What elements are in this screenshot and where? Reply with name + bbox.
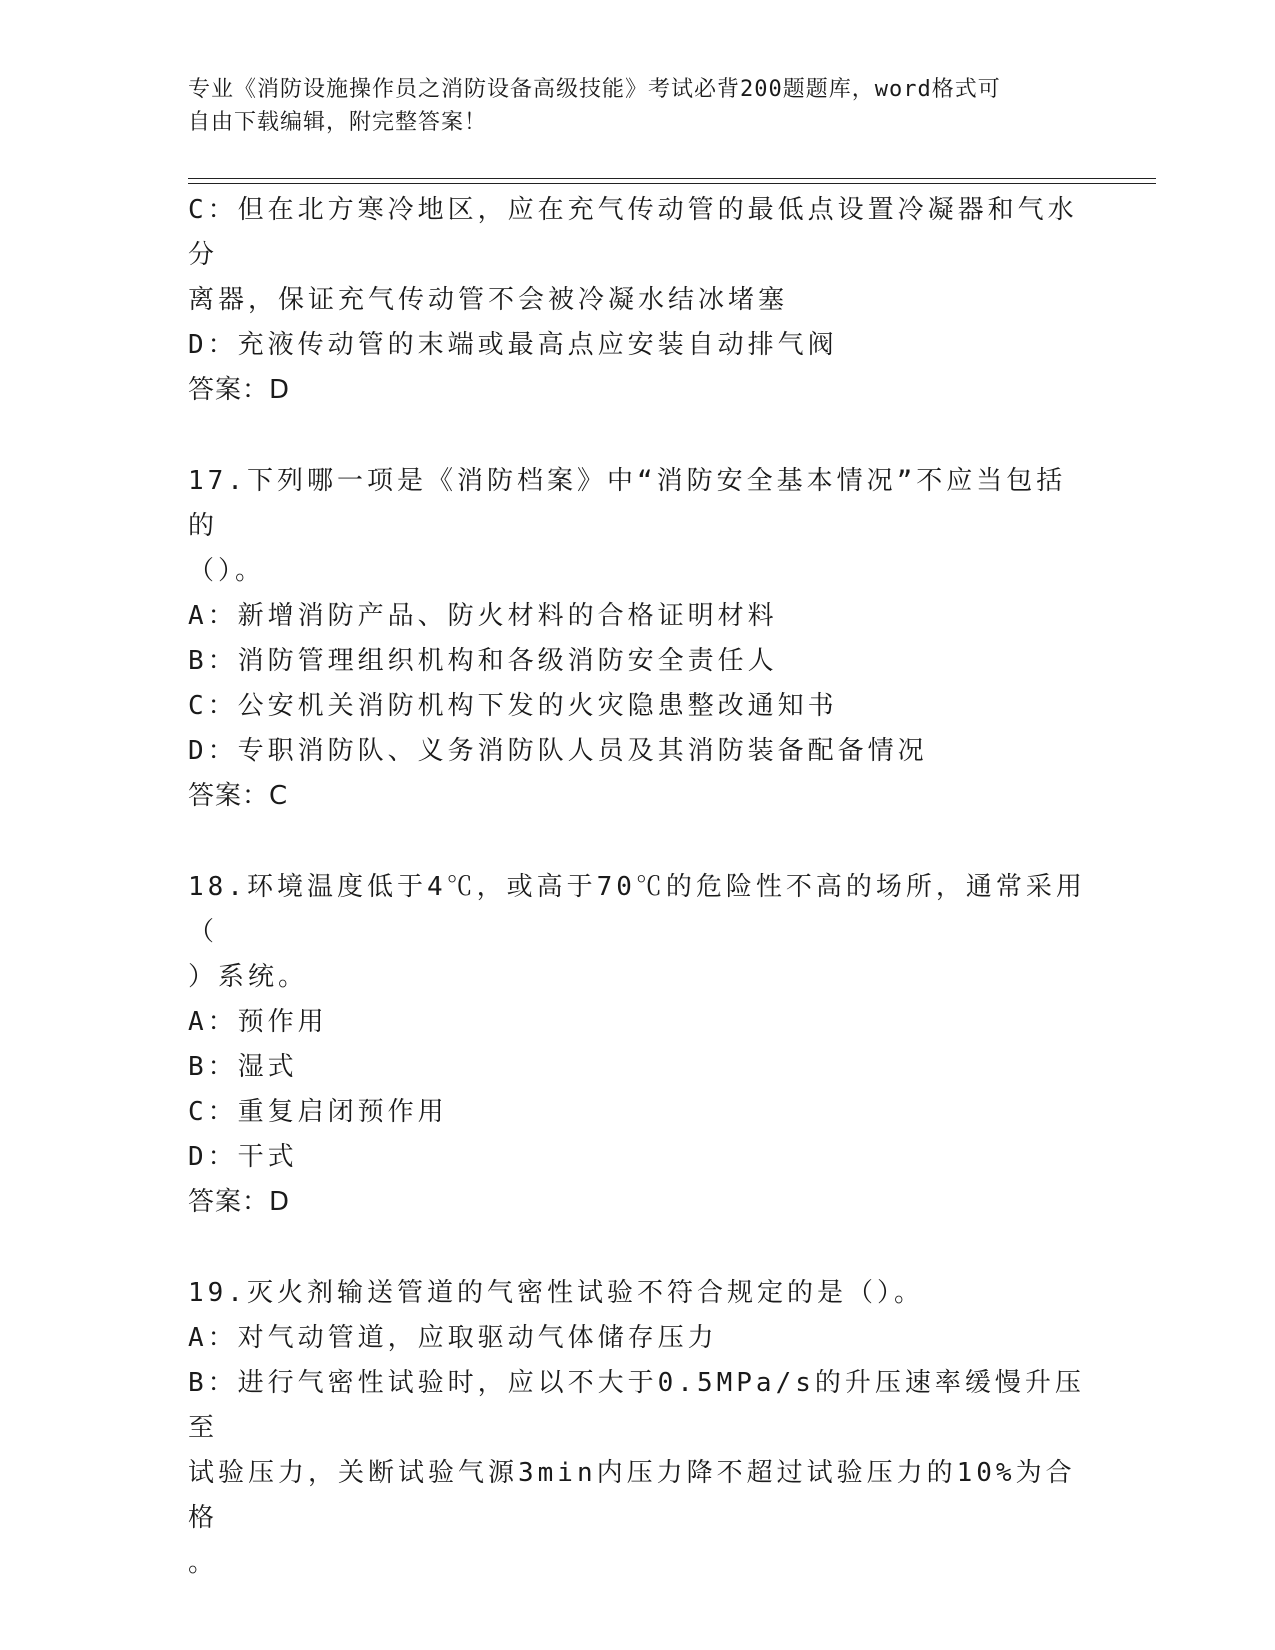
option-c-line-1: C：但在北方寒冷地区，应在充气传动管的最低点设置冷凝器和气水分	[188, 195, 1078, 270]
answer: 答案：D	[188, 1187, 291, 1217]
question-19	[188, 1271, 1088, 1586]
option-a: A：新增消防产品、防火材料的合格证明材料	[188, 601, 778, 631]
option-c: C：重复启闭预作用	[188, 1097, 448, 1127]
option-a: A：预作用	[188, 1007, 328, 1037]
option-c-line-2: 离器，保证充气传动管不会被冷凝水结冰堵塞	[188, 285, 789, 315]
question-stem-line-1: 18.环境温度低于4℃，或高于70℃的危险性不高的场所，通常采用（	[188, 872, 1086, 947]
option-b-line-1: B：进行气密性试验时，应以不大于0.5MPa/s的升压速率缓慢升压至	[188, 1368, 1085, 1443]
option-b-line-3: 。	[188, 1548, 219, 1578]
option-d: D：专职消防队、义务消防队人员及其消防装备配备情况	[188, 736, 928, 766]
header-line-2: 自由下载编辑，附完整答案！	[188, 110, 488, 135]
option-c: C：公安机关消防机构下发的火灾隐患整改通知书	[188, 691, 838, 721]
option-b: B：消防管理组织机构和各级消防安全责任人	[188, 646, 778, 676]
question-stem-line-2: （）。	[188, 556, 266, 586]
option-b: B：湿式	[188, 1052, 298, 1082]
question-stem-line-2: ）系统。	[188, 962, 309, 992]
option-a: A：对气动管道，应取驱动气体储存压力	[188, 1323, 718, 1353]
header-divider-top	[188, 178, 1156, 179]
question-16-tail	[188, 188, 1088, 413]
document-header	[188, 73, 1088, 139]
spacer	[188, 819, 1088, 865]
question-18	[188, 865, 1088, 1225]
header-divider-bottom	[188, 183, 1156, 184]
header-line-1: 专业《消防设施操作员之消防设备高级技能》考试必背200题题库，word格式可	[188, 77, 1001, 102]
option-b-line-2: 试验压力，关断试验气源3min内压力降不超过试验压力的10%为合格	[188, 1458, 1076, 1533]
spacer	[188, 1225, 1088, 1271]
answer: 答案：D	[188, 375, 291, 405]
answer: 答案：C	[188, 781, 289, 811]
question-stem-line-1: 17.下列哪一项是《消防档案》中“消防安全基本情况”不应当包括的	[188, 466, 1067, 541]
option-d: D：干式	[188, 1142, 298, 1172]
question-17	[188, 459, 1088, 819]
spacer	[188, 413, 1088, 459]
question-stem: 19.灭火剂输送管道的气密性试验不符合规定的是（）。	[188, 1278, 924, 1308]
question-content	[188, 188, 1088, 1586]
option-d: D：充液传动管的末端或最高点应安装自动排气阀	[188, 330, 838, 360]
